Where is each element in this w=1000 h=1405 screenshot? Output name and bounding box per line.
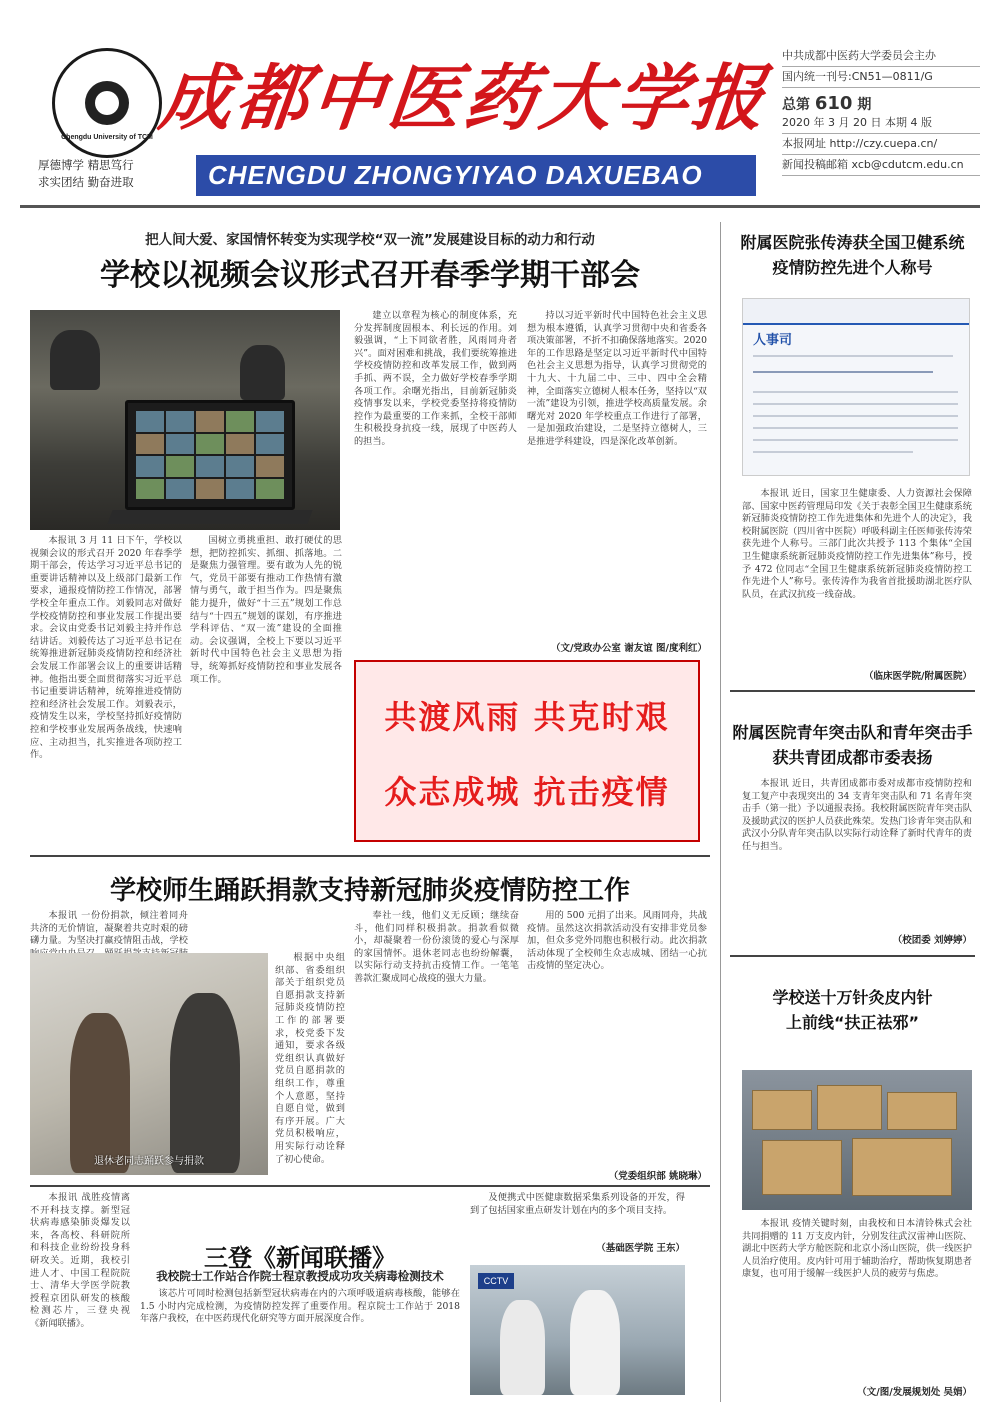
screenshot-header (743, 299, 969, 325)
column-divider (720, 222, 721, 1402)
lead-body-col2: 国树立勇挑重担、敢打硬仗的思想，把防控抓实、抓细、抓落地。二是聚焦力强管理。要有敢为人先的锐气，党员干部要有推动工作热情有激情与勇气，敢于担当作为。四是聚焦能力提升，做好“十三五”规划工作总结与“十四五”规划的谋划，有序推进学科评估、“双一流”建设的全面推动。会议强调，全校上下要以习近平新时代中国特色社会主义思想为指导，统筹抓好疫情防控和事业发展各项工作。 (190, 535, 342, 685)
motto (38, 157, 178, 191)
donation-photo (30, 953, 268, 1175)
issue-date: 2020 年 3 月 20 日 本期 4 版 (782, 113, 980, 134)
attendee-figure (240, 345, 285, 400)
lead-body-col4: 持以习近平新时代中国特色社会主义思想为根本遵循，认真学习贯彻中央和省委各项决策部署，不折不扣确保落地落实。2020 年的工作思路是坚定以习近平新时代中国特色社会主义思想为指导，认真学习贯彻党的十九大、十九届二中、三中、四中全会精神，全面落实立德树人根本任务，坚持以“双一流”建设为引领，推进学校高质量发展。余曙光对 2020 年学校重点工作进行了部署，一是加强政治建设，二是坚持立德树人，三是推进学科建设，四是深化改革创新。 (527, 310, 707, 447)
logo-text: Chengdu University of TCM (61, 134, 153, 141)
newspaper-pinyin-title: CHENGDU ZHONGYIYAO DAXUEBAO (196, 155, 756, 196)
lead-body-col1: 本报讯 3 月 11 日下午，学校以视频会议的形式召开 2020 年春季学期干部会，传达学习习近平总书记的重要讲话精神以及上级部门最新工作要求，通报疫情防控工作情况，部署学校全年重点工作。刘毅同志对做好学校疫情防控和事业发展工作提出要求。会议由党委书记刘毅主持并作总结讲话。刘毅传达了习近平总书记在统筹推进新冠肺炎疫情防控和经济社会发展工作部署会议上的重要讲话精神。他指出要全面贯彻落实习近平总书记重要讲话精神，统筹推进疫情防控和经济社会发展工作。刘毅表示，疫情发生以来，学校坚持抓好疫情防控和学校事业发展两条战线，快速响应、主动担当，扎实推进各项防控工作。 (30, 535, 182, 761)
notice-screenshot (742, 298, 970, 476)
lead-credit: （文/党政办公室 谢友谊 图/度利红） (550, 643, 707, 654)
donation-body-col3: 奉社一线，他们义无反顾；继续奋斗，他们同样积极捐款。捐款看似微小，却凝聚着一份份滚烫的爱心与深厚的家国情怀。退休老同志也纷纷解囊，以实际行动支持抗击疫情工作。一笔笔善款汇聚成同心战疫的强大力量。 (354, 910, 519, 984)
photo-caption: 退休老同志踊跃参与捐款 (94, 1156, 204, 1167)
donation-body-col2-top (194, 910, 346, 950)
email[interactable]: 新闻投稿邮箱 xcb@cdutcm.edu.cn (782, 155, 980, 176)
section-divider (730, 955, 975, 957)
motto-line: 厚德博学 精思笃行 (38, 158, 134, 172)
laptop-base (107, 510, 312, 524)
donation-body-col4: 用的 500 元捐了出来。风雨同舟，共战疫情。虽然这次捐款活动没有安排非党员参加，但众多党外同胞也积极行动。此次捐款活动体现了全校师生众志成城、团结一心抗击疫情的坚定决心。 (527, 910, 707, 972)
researcher-figure (570, 1290, 620, 1395)
right-article2-headline: 附属医院青年突击队和青年突击手 获共青团成都市委表扬 (732, 723, 973, 767)
right-article2-credit: （校团委 刘婷婷） (892, 935, 972, 946)
publisher: 中共成都中医药大学委员会主办 (782, 46, 980, 67)
news-headline: 三登《新闻联播》 (204, 1244, 396, 1272)
newspaper-title: 成都中医药大学报 (155, 55, 773, 140)
right-article1-headline: 附属医院张传涛获全国卫健系统 疫情防控先进个人称号 (740, 233, 965, 277)
tv-logo: CCTV (478, 1273, 514, 1289)
donated-needles-photo (742, 1070, 972, 1210)
right-article1-body: 本报讯 近日，国家卫生健康委、人力资源社会保障部、国家中医药管理局印发《关于表彰全国卫生健康系统新冠肺炎疫情防控工作先进集体和先进个人的决定》，我校附属医院（四川省中医院）呼吸科副主任医师张传涛荣获先进个人称号。三部门此次共授予 113 个集体“全国卫生健康系统新冠肺炎疫情防控工作先进集体”称号，授予 472 位同志“全国卫生健康系统新冠肺炎疫情防控工作先进个人”称号。张传涛作为我省首批援助湖北医疗队队员，在武汉抗疫一线奋战。 (742, 488, 972, 600)
right-article1-credit: （临床医学院/附属医院） (864, 671, 972, 682)
donation-body-col1: 本报讯 一份份捐款，倾注着同舟共济的无价情谊，凝聚着共克时艰的磅礴力量。为坚决打赢疫情阻击战，学校 (30, 910, 188, 947)
masthead-divider (20, 205, 980, 208)
lead-body-col3: 建立以章程为核心的制度体系，充分发挥制度固根本、利长远的作用。刘毅强调，“上下同欲者胜，风雨同舟者兴”。面对困难和挑战，我们要统筹推进学校疫情防控和改革发展工作，做到两手抓、两不误，全力做好学校春季学期各项工作。余曙光指出，目前新冠肺炎疫情事发以来，学校党委坚持将疫情防控作为最重要的工作来抓，全校干部师生积极投身抗疫一线，展现了中医药人的担当。 (354, 310, 517, 447)
attendee-figure (50, 330, 100, 390)
website[interactable]: 本报网址 http://czy.cuepa.cn/ (782, 134, 980, 155)
section-divider (30, 1185, 710, 1187)
taiji-icon (85, 81, 129, 125)
slogan-line1: 共渡风雨 共克时艰 (384, 698, 670, 736)
news-body-col1: 本报讯 战胜疫情离不开科技支撑。新型冠状病毒感染肺炎爆发以来，各高校、科研院所和科技企业纷纷投身科研攻关。近期，我校引进人才、中国工程院院士、清华大学医学院教授程京团队研发的核酸检测芯片，三登央视《新闻联播》。 (30, 1192, 130, 1329)
researcher-figure (500, 1300, 545, 1395)
laptop-screen (125, 400, 295, 510)
section-divider (30, 855, 710, 857)
donation-headline: 学校师生踊跃捐款支持新冠肺炎疫情防控工作 (109, 876, 630, 906)
total-issue: 总第 610 期 (782, 93, 872, 114)
issue-number: 610 (814, 93, 853, 114)
issue-info (782, 46, 980, 176)
donation-credit: （党委组织部 姚晓琳） (608, 1171, 707, 1182)
moxibustion-headline: 学校送十万针灸皮内针 上前线“扶正祛邪” (772, 988, 933, 1032)
lead-kicker: 把人间大爱、家国情怀转变为实现学校“双一流”发展建设目标的动力和行动 (145, 232, 595, 248)
moxibustion-body: 本报讯 疫情关键时刻，由我校和日本清铃株式会社共同捐赠的 11 万支皮内针，分别发往武汉雷神山医院、湖北中医药大学方舱医院和北京小汤山医院，供一线医护人员治疗使用。皮内针可用于辅助治疗，帮助恢复期患者康复，也可用于缓解一线医护人员的疲劳与焦虑。 (742, 1218, 972, 1280)
slogan-line2: 众志成城 抗击疫情 (384, 773, 670, 811)
section-divider (730, 690, 975, 692)
university-logo (52, 48, 162, 158)
news-credit: （基础医学院 王东） (596, 1243, 685, 1254)
person-figure (170, 993, 240, 1173)
lead-headline: 学校以视频会议形式召开春季学期干部会 (100, 258, 640, 293)
news-body-col3: 及便携式中医健康数据采集系列设备的开发，得到了包括国家重点研发计划在内的多个项目支持。 (470, 1192, 685, 1216)
right-article2-body: 本报讯 近日，共青团成都市委对成都市疫情防控和复工复产中表现突出的 34 支青年突击队和 71 名青年突击手（第一批）予以通报表扬。我校附属医院青年突击队及援助武汉的医护人员获此殊荣。发热门诊青年突击队和武汉小分队青年突击队以实际行动诠释了新时代青年的责任与担当。 (742, 778, 972, 852)
person-figure (70, 1013, 130, 1173)
slogan-box (354, 660, 700, 842)
issn: 国内统一刊号:CN51—0811/G (782, 67, 980, 88)
moxibustion-credit: （文/图/发展规划处 吴娟） (857, 1387, 972, 1398)
screenshot-title: 人事司 (753, 333, 793, 348)
motto-line: 求实团结 勤奋进取 (38, 175, 134, 189)
lab-photo (470, 1265, 685, 1395)
video-meeting-photo (30, 310, 340, 530)
moxibustion-intro (742, 1042, 842, 1064)
news-subheadline: 我校院士工作站合作院士程京教授成功攻关病毒检测技术 (156, 1269, 444, 1283)
news-body-col2: 该芯片可同时检测包括新型冠状病毒在内的六项呼吸道病毒核酸，能够在 1.5 小时内完成检测，为疫情防控发挥了重要作用。程京院士工作站于 2018 年落户我校，在中医药现代化研究等方面开展深度合作。 (140, 1288, 460, 1325)
donation-body-col2: 根据中央组织部、省委组织部关于组织党员自愿捐款支持新冠肺炎疫情防控工作的部署要求，校党委下发通知，要求各级党组织认真做好党员自愿捐款的组织工作，尊重个人意愿，坚持自愿自觉，做到有序开展。广大党员积极响应，用实际行动诠释了初心使命。 (275, 952, 345, 1165)
